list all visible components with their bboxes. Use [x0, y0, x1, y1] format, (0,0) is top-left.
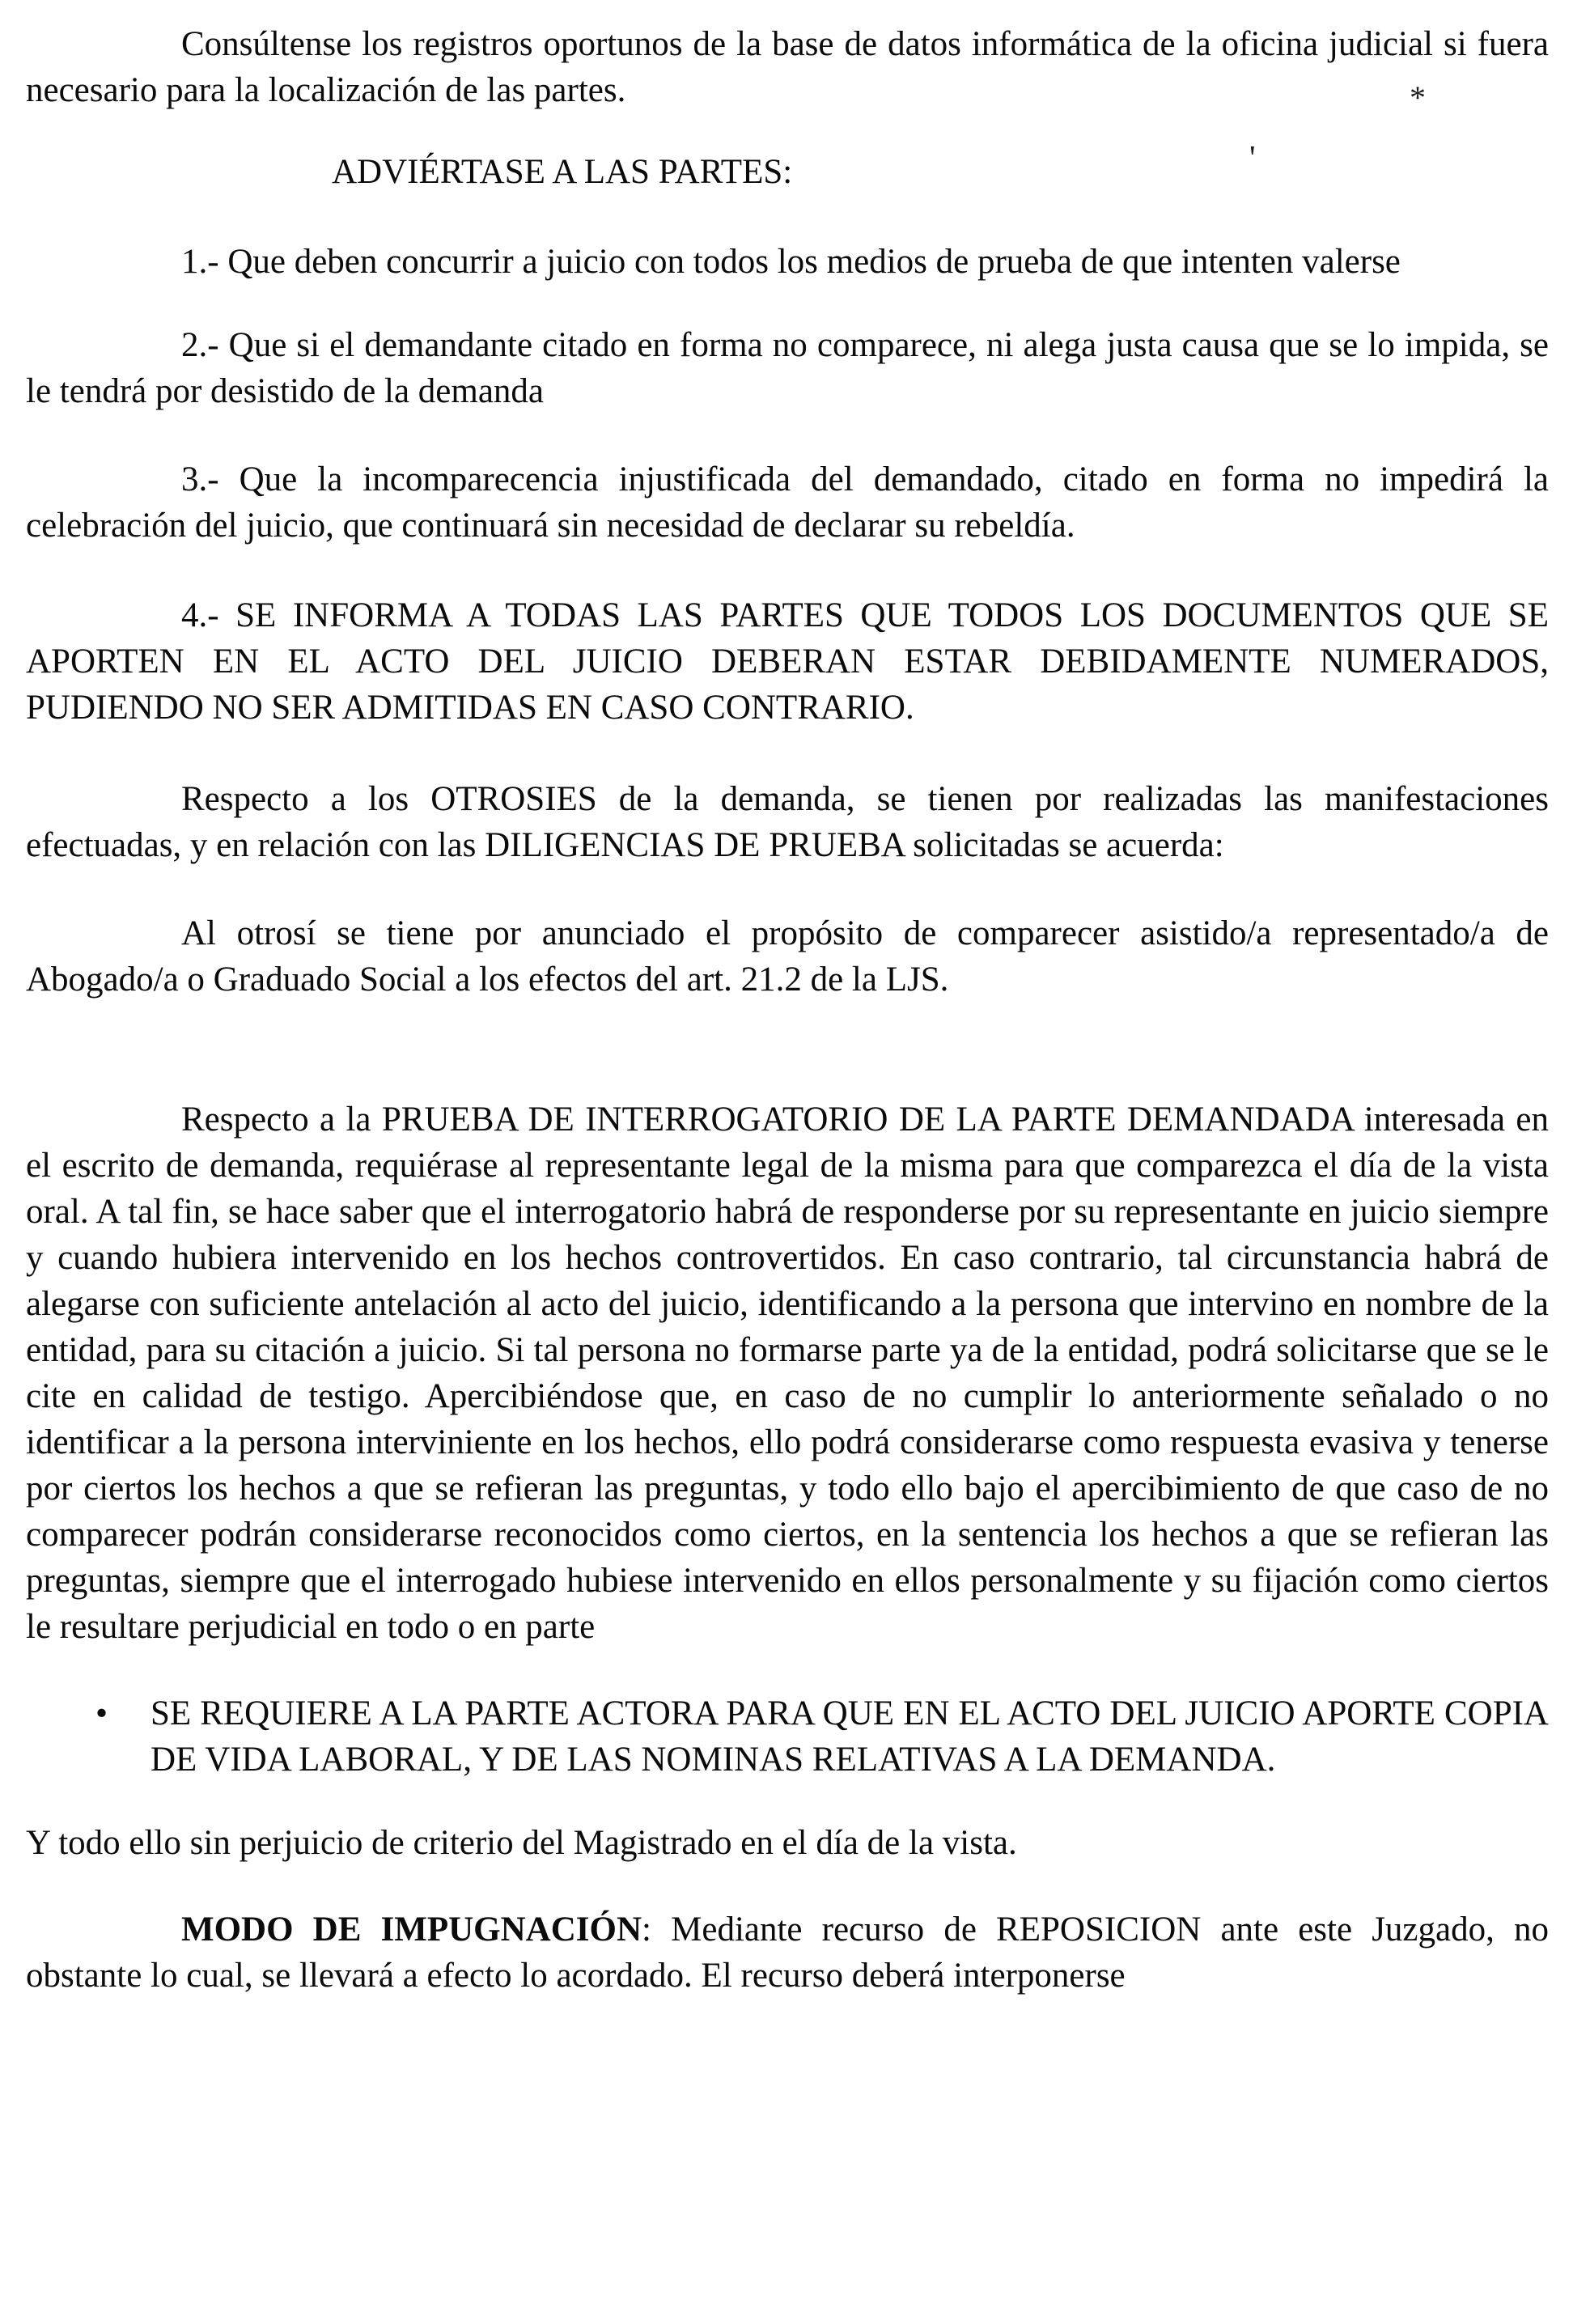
advertencia-item-2: 2.- Que si el demandante citado en forma no comparece, ni alega justa causa que se lo impida, se le tendrá por desistido de la demanda [26, 326, 1549, 410]
paragraph-otrosies: Respecto a los OTROSIES de la demanda, se tienen por realizadas las manifestaciones efectuadas, y en relación con las DILIGENCIAS DE PRUEBA solicitadas se acuerda: [26, 780, 1549, 864]
bullet-item-text: SE REQUIERE A LA PARTE ACTORA PARA QUE EN EL ACTO DEL JUICIO APORTE COPIA DE VIDA LABORAL, Y DE LAS NOMINAS RELATIVAS A LA DEMANDA. [151, 1694, 1549, 1779]
bullet-icon: • [95, 1694, 108, 1732]
bullet-item-requerimiento [26, 1690, 1549, 1783]
impugnacion-lead-text: MODO DE IMPUGNACIÓN [181, 1911, 642, 1949]
paragraph-otrosi-anuncio: Al otrosí se tiene por anunciado el propósito de comparecer asistido/a representado/a de Abogado/a o Graduado Social a los efectos del art. 21.2 de la LJS. [26, 914, 1549, 999]
advertencia-item-4: 4.- SE INFORMA A TODAS LAS PARTES QUE TODOS LOS DOCUMENTOS QUE SE APORTEN EN EL ACTO DEL JUICIO DEBERAN ESTAR DEBIDAMENTE NUMERADOS, PUDIENDO NO SER ADMITIDAS EN CASO CONTRARIO. [26, 596, 1549, 727]
paragraph-interrogatorio: Respecto a la PRUEBA DE INTERROGATORIO DE LA PARTE DEMANDADA interesada en el escrito de demanda, requiérase al representante legal de la misma para que comparezca el día de la vista oral. A tal fin, se hace saber que el interrogatorio habrá de responderse por su representante en juicio siempre y cuando hubiera intervenido en los hechos controvertidos. En caso contrario, tal circunstancia habrá de alegarse con suficiente antelación al acto del juicio, identificando a la persona que intervino en nombre de la entidad, para su citación a juicio. Si tal persona no formarse parte ya de la entidad, podrá solicitarse que se le cite en calidad de testigo. Apercibiéndose que, en caso de no cumplir lo anteriormente señalado o no identificar a la persona interviniente en los hechos, ello podrá considerarse como respuesta evasiva y tenerse por ciertos los hechos a que se refieran las preguntas, y todo ello bajo el apercibimiento de que caso de no comparecer podrán considerarse reconocidos como ciertos, en la sentencia los hechos a que se refieran las preguntas, siempre que el interrogado hubiese intervenido en ellos personalmente y su fijación como ciertos le resultare perjudicial en todo o en parte [26, 1101, 1549, 1646]
heading-adviertase: ADVIÉRTASE A LAS PARTES: [332, 153, 793, 191]
advertencia-item-1: 1.- Que deben concurrir a juicio con todos los medios de prueba de que intenten valerse [181, 243, 1401, 281]
paragraph-criterio-magistrado: Y todo ello sin perjuicio de criterio del Magistrado en el día de la vista. [26, 1824, 1017, 1862]
scan-artifact-asterisk: * [1410, 79, 1426, 116]
advertencia-item-3: 3.- Que la incomparecencia injustificada del demandado, citado en forma no impedirá la celebración del juicio, que continuará sin necesidad de declarar su rebeldía. [26, 460, 1549, 545]
paragraph-impugnacion [26, 1906, 1549, 1999]
impugnacion-rest-text: : Mediante recurso de REPOSICION ante este Juzgado, no obstante lo cual, se llevará a efecto lo acordado. El recurso deberá interponerse [26, 1911, 1549, 1995]
scan-artifact-apostrophe: ' [1249, 140, 1256, 177]
paragraph-consulta-registros: Consúltense los registros oportunos de la base de datos informática de la oficina judicial si fuera necesario para la localización de las partes. [26, 25, 1549, 109]
